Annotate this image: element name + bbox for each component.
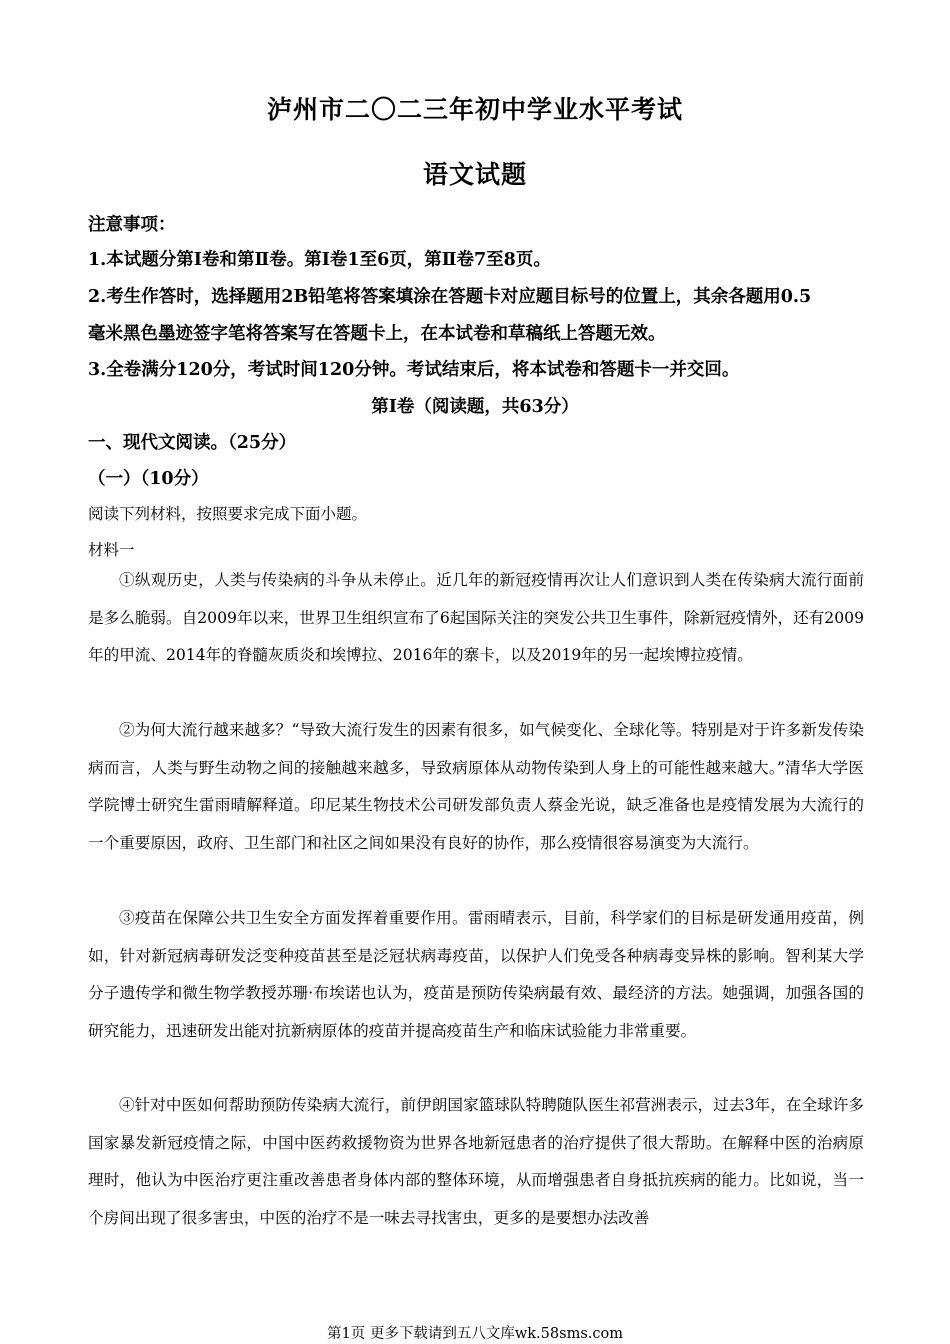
section-heading: 一、现代文阅读。（25分）	[88, 433, 297, 453]
paragraph-2: ②为何大流行越来越多？“导致大流行发生的因素有很多，如气候变化、全球化等。特别是对于许多新发传染病而言，人类与野生动物之间的接触越来越多，导致病原体从动物传染到人身上的可能性越来越大。”清华大学医学院博士研究生雷雨晴解释道。印尼某生物技术公司研发部负责人蔡金光说，缺乏准备也是疫情发展为大流行的一个重要原因，政府、卫生部门和社区之间如果没有良好的协作，那么疫情很容易演变为大流行。	[88, 721, 864, 852]
volume-title: 第Ⅰ卷（阅读题，共63分）	[371, 397, 579, 417]
notice-item-2-line-1: 2.考生作答时，选择题用2B铅笔将答案填涂在答题卡对应题目标号的位置上，其余各题用0.5	[88, 287, 812, 307]
paragraph-1: ①纵观历史，人类与传染病的斗争从未停止。近几年的新冠疫情再次让人们意识到人类在传染病大流行面前是多么脆弱。自2009年以来，世界卫生组织宣布了6起国际关注的突发公共卫生事件，除新冠疫情外，还有2009年的甲流、2014年的脊髓灰质炎和埃博拉、2016年的寨卡，以及2019年的另一起埃博拉疫情。	[88, 571, 864, 664]
page-footer: 第1页 更多下载请到五八文库wk.58sms.com	[327, 1326, 623, 1342]
exam-title: 泸州市二〇二三年初中学业水平考试	[266, 95, 683, 124]
material-label: 材料一	[88, 541, 135, 559]
paragraph-4: ④针对中医如何帮助预防传染病大流行，前伊朗国家篮球队特聘随队医生祁营洲表示，过去3年，在全球许多国家暴发新冠疫情之际，中国中医药救援物资为世界各地新冠患者的治疗提供了很大帮助。在解释中医的治病原理时，他认为中医治疗更注重改善患者身体内部的整体环境，从而增强患者自身抵抗疾病的能力。比如说，当一个房间出现了很多害虫，中医的治疗不是一味去寻找害虫，更多的是要想办法改善	[88, 1096, 864, 1227]
reading-instruction: 阅读下列材料，按照要求完成下面小题。	[88, 505, 368, 523]
notice-item-1: 1.本试题分第Ⅰ卷和第Ⅱ卷。第Ⅰ卷1至6页，第Ⅱ卷7至8页。	[88, 250, 551, 270]
notice-item-2-line-2: 毫米黑色墨迹签字笔将答案写在答题卡上，在本试卷和草稿纸上答题无效。	[88, 324, 666, 344]
notice-heading: 注意事项：	[88, 215, 176, 235]
sub-section-heading: （一）（10分）	[88, 469, 209, 489]
paragraph-3: ③疫苗在保障公共卫生安全方面发挥着重要作用。雷雨晴表示，目前，科学家们的目标是研发通用疫苗，例如，针对新冠病毒研发泛变种疫苗甚至是泛冠状病毒疫苗，以保护人们免受各种病毒变异株的影响。智利某大学分子遗传学和微生物学教授苏珊·布埃诺也认为，疫苗是预防传染病最有效、最经济的方法。她强调，加强各国的研究能力，迅速研发出能对抗新病原体的疫苗并提高疫苗生产和临床试验能力非常重要。	[88, 909, 864, 1040]
notice-item-3: 3.全卷满分120分，考试时间120分钟。考试结束后，将本试卷和答题卡一并交回。	[88, 360, 740, 380]
subject-title: 语文试题	[422, 160, 527, 189]
